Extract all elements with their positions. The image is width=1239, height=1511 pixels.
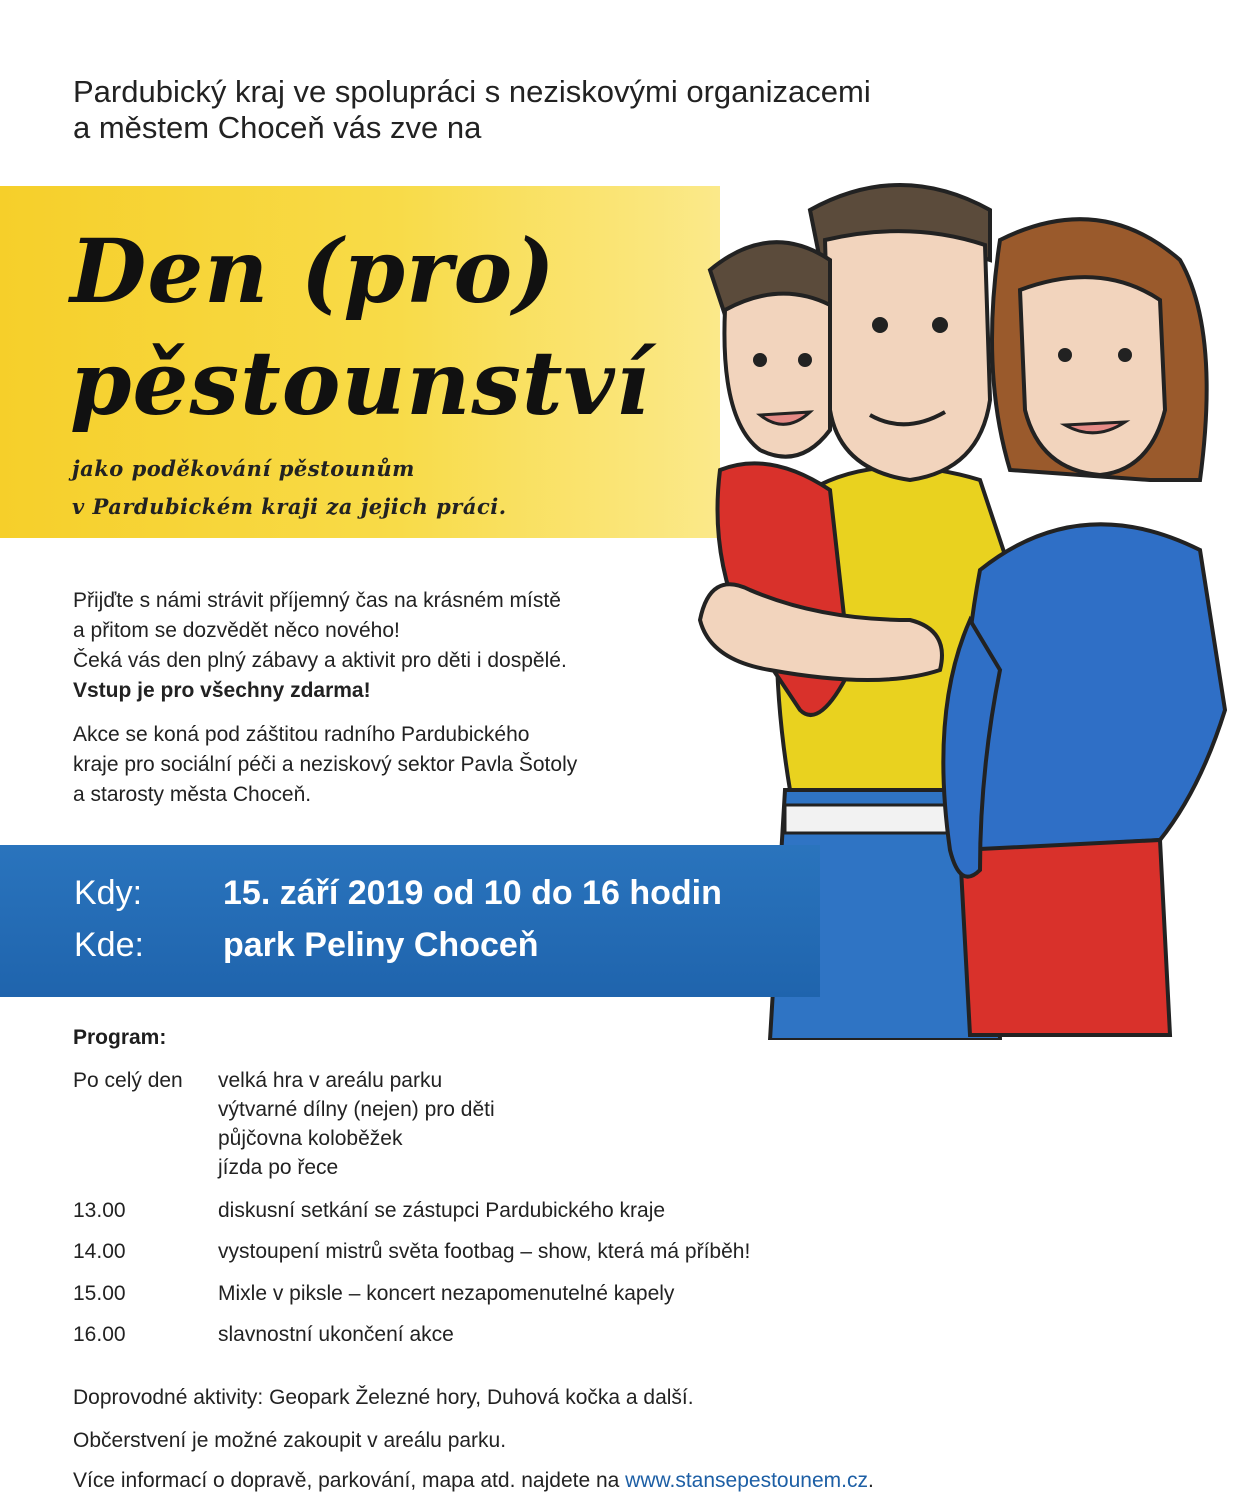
free-entry-text: Vstup je pro všechny zdarma! xyxy=(73,679,371,702)
accompanying-activities: Doprovodné aktivity: Geopark Železné hory, Duhová kočka a další. xyxy=(73,1386,694,1409)
mother-face xyxy=(1020,277,1165,475)
program-all-day-label: Po celý den xyxy=(73,1069,183,1092)
where-value: park Peliny Choceň xyxy=(223,926,539,964)
invitation-line-2: a přitom se dozvědět něco nového! xyxy=(73,619,400,642)
website-link[interactable]: www.stansepestounem.cz xyxy=(625,1469,868,1492)
intro-text xyxy=(73,74,871,146)
list-item: výtvarné dílny (nejen) pro děti xyxy=(218,1098,495,1121)
event-title xyxy=(70,215,650,439)
list-item: půjčovna koloběžek xyxy=(218,1127,403,1150)
program-time: 15.00 xyxy=(73,1282,126,1305)
father-face xyxy=(825,231,990,480)
subtitle-line-2: v Pardubickém kraji za jejich práci. xyxy=(72,494,507,519)
program-time: 13.00 xyxy=(73,1199,126,1222)
program-activity: Mixle v piksle – koncert nezapomenutelné kapely xyxy=(218,1282,675,1305)
when-where-banner xyxy=(0,845,820,997)
list-item: jízda po řece xyxy=(218,1156,339,1179)
when-value: 15. září 2019 od 10 do 16 hodin xyxy=(223,874,722,912)
patronage-line-3: a starosty města Choceň. xyxy=(73,783,312,806)
program-activity: slavnostní ukončení akce xyxy=(218,1323,454,1346)
mother-top xyxy=(965,524,1225,850)
child-face xyxy=(724,294,830,457)
program-time: 14.00 xyxy=(73,1240,126,1263)
patronage-line-2: kraje pro sociální péči a neziskový sektor Pavla Šotoly xyxy=(73,753,578,776)
patronage-line-1: Akce se koná pod záštitou radního Pardubického xyxy=(73,723,530,746)
more-info-text: Více informací o dopravě, parkování, mapa atd. najdete na xyxy=(73,1469,626,1492)
subtitle-line-1: jako poděkování pěstounům xyxy=(72,456,415,481)
more-info-suffix: . xyxy=(867,1469,874,1492)
program-heading: Program: xyxy=(73,1026,167,1049)
when-label: Kdy: xyxy=(74,874,143,912)
invitation-text xyxy=(73,586,567,706)
program-activity: vystoupení mistrů světa footbag – show, která má příběh! xyxy=(218,1240,751,1263)
mother-skirt xyxy=(960,840,1170,1035)
intro-line-1: Pardubický kraj ve spolupráci s neziskovými organizacemi xyxy=(73,74,871,109)
invitation-line-3: Čeká vás den plný zábavy a aktivit pro děti i dospělé. xyxy=(73,649,567,672)
refreshments-note: Občerstvení je možné zakoupit v areálu parku. xyxy=(73,1429,507,1452)
where-label: Kde: xyxy=(74,926,144,964)
invitation-line-1: Přijďte s námi strávit příjemný čas na krásném místě xyxy=(73,589,561,612)
more-info xyxy=(73,1469,874,1493)
program-activity: diskusní setkání se zástupci Pardubického kraje xyxy=(218,1199,666,1222)
title-line-1: Den (pro) xyxy=(70,219,556,323)
list-item: velká hra v areálu parku xyxy=(218,1069,443,1092)
title-line-2: pěstounství xyxy=(70,331,651,435)
patronage-text xyxy=(73,720,577,810)
intro-line-2: a městem Choceň vás zve na xyxy=(73,110,482,145)
event-subtitle xyxy=(72,450,507,526)
program-time: 16.00 xyxy=(73,1323,126,1346)
